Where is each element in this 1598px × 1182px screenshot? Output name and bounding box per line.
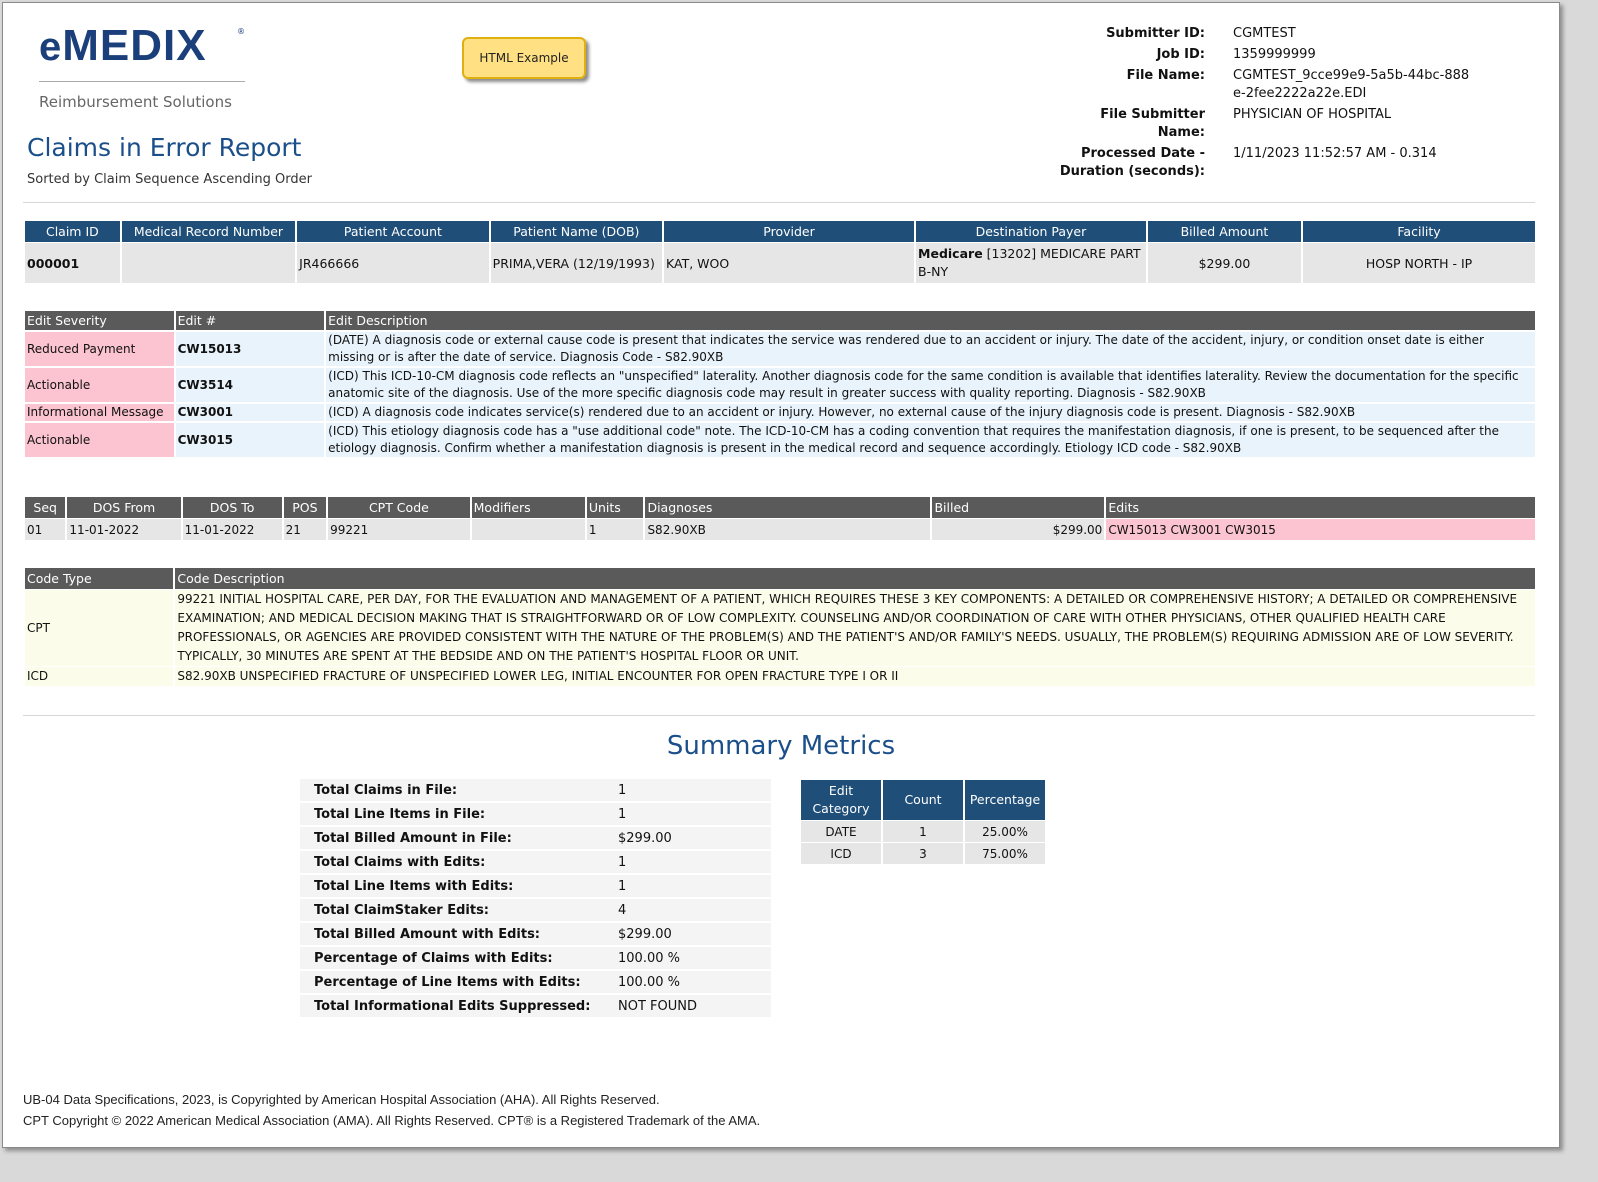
- category-header-row: [801, 780, 1045, 820]
- metric-value: 1: [616, 851, 771, 873]
- info-label: File Name:: [1126, 68, 1205, 83]
- col-header: Diagnoses: [645, 497, 930, 518]
- logo-wordmark: eMEDIX: [39, 21, 207, 70]
- table-row: [25, 421, 1535, 457]
- metric-value: 4: [616, 899, 771, 921]
- line-seq: 01: [25, 518, 65, 540]
- col-header: Units: [587, 497, 644, 518]
- dos-to: 11-01-2022: [183, 518, 282, 540]
- edit-severity: Reduced Payment: [25, 330, 174, 366]
- col-header: Billed: [932, 497, 1104, 518]
- metric-value: $299.00: [616, 923, 771, 945]
- edit-category-table: [799, 779, 1047, 865]
- metric-label: Total Claims with Edits:: [300, 851, 616, 873]
- col-header: Edit Description: [326, 311, 1535, 330]
- table-row: [25, 666, 1535, 686]
- table-row: [25, 242, 1535, 283]
- claim-id: 000001: [25, 242, 120, 283]
- dos-from: 11-01-2022: [67, 518, 180, 540]
- registered-mark: ®: [237, 27, 245, 36]
- edit-number: CW3514: [176, 366, 325, 402]
- col-header: Code Description: [175, 568, 1535, 589]
- col-header: Percentage: [965, 780, 1045, 820]
- cpt-code: 99221: [328, 518, 470, 540]
- info-value: 1359999999: [1233, 47, 1316, 62]
- footer-line: UB-04 Data Specifications, 2023, is Copyrighted by American Hospital Association (AHA). All Rights Reserved.: [23, 1092, 660, 1107]
- code-description: 99221 INITIAL HOSPITAL CARE, PER DAY, FOR THE EVALUATION AND MANAGEMENT OF A PATIENT, WHICH REQUIRES THESE 3 KEY COMPONENTS: A DETAILED OR COMPREHENSIVE HISTORY; A DETAILED OR COMPREHENSIVE EXAMINATION; AND MEDICAL DECISION MAKING THAT IS STRAIGHTFORWARD OR OF LOW COMPLEXITY. COUNSELING AND/OR COORDINATION OF CARE WITH OTHER PHYSICIANS, OTHER QUALIFIED HEALTH CARE PROFESSIONALS, OR AGENCIES ARE PROVIDED CONSISTENT WITH THE NATURE OF THE PROBLEM(S) AND THE PATIENT'S AND/OR FAMILY'S NEEDS. USUALLY, THE PROBLEM(S) REQUIRING ADMISSION ARE OF LOW SEVERITY. TYPICALLY, 30 MINUTES ARE SPENT AT THE BEDSIDE AND ON THE PATIENT'S HOSPITAL FLOOR OR UNIT.: [175, 589, 1535, 666]
- info-value: CGMTEST_9cce99e9-5a5b-44bc-888e-2fee2222a22e.EDI: [1233, 68, 1470, 101]
- metric-label: Total Informational Edits Suppressed:: [300, 995, 616, 1017]
- edit-category: DATE: [801, 821, 881, 842]
- col-header: Claim ID: [25, 221, 120, 242]
- summary-title: Summary Metrics: [666, 731, 896, 761]
- summary-metrics-table: [300, 777, 771, 1019]
- line-header-row: [25, 497, 1535, 518]
- html-example-button[interactable]: HTML Example: [462, 37, 586, 79]
- patient-name: PRIMA,VERA (12/19/1993): [491, 242, 662, 283]
- report-title: Claims in Error Report: [27, 133, 302, 162]
- edit-description: (ICD) A diagnosis code indicates service(s) rendered due to an accident or injury. However, no external cause of the injury diagnosis code is present. Diagnosis - S82.90XB: [326, 402, 1535, 421]
- edit-number: CW15013: [176, 330, 325, 366]
- table-row: [25, 330, 1535, 366]
- metric-value: 100.00 %: [616, 947, 771, 969]
- facility: HOSP NORTH - IP: [1303, 242, 1535, 283]
- line-item-table: [23, 497, 1537, 540]
- provider: KAT, WOO: [664, 242, 914, 283]
- edit-severity: Actionable: [25, 366, 174, 402]
- col-header: Provider: [664, 221, 914, 242]
- table-row: [25, 589, 1535, 666]
- submission-info: [1043, 25, 1483, 184]
- info-label: Processed Date - Duration (seconds):: [1059, 146, 1205, 179]
- info-label: Job ID:: [1156, 47, 1205, 62]
- edit-header-row: [25, 311, 1535, 330]
- destination-payer: [916, 242, 1146, 283]
- metric-row: [300, 851, 771, 873]
- pos: 21: [284, 518, 326, 540]
- info-value: 1/11/2023 11:52:57 AM - 0.314: [1233, 146, 1437, 161]
- patient-account: JR466666: [297, 242, 489, 283]
- code-type: ICD: [25, 666, 173, 686]
- col-header: Edits: [1106, 497, 1535, 518]
- medical-record-number: [122, 242, 295, 283]
- edit-description: (DATE) A diagnosis code or external cause code is present that indicates the service was rendered due to an accident or injury. The date of the accident, injury, or condition onset date is either missing or is after the date of service. Diagnosis Code - S82.90XB: [326, 330, 1535, 366]
- metric-value: 1: [616, 803, 771, 825]
- metric-row: [300, 995, 771, 1017]
- line-edits: CW15013 CW3001 CW3015: [1106, 518, 1535, 540]
- metric-label: Total ClaimStaker Edits:: [300, 899, 616, 921]
- line-billed: $299.00: [932, 518, 1104, 540]
- category-count: 3: [883, 843, 963, 864]
- logo-divider: [39, 81, 245, 82]
- edit-severity: Informational Message: [25, 402, 174, 421]
- info-label: File Submitter Name:: [1100, 107, 1205, 140]
- metric-row: [300, 971, 771, 993]
- col-header: Facility: [1303, 221, 1535, 242]
- col-header: Edit Severity: [25, 311, 174, 330]
- metric-label: Percentage of Claims with Edits:: [300, 947, 616, 969]
- report-page: [2, 2, 1560, 1148]
- table-row: [25, 366, 1535, 402]
- metric-row: [300, 803, 771, 825]
- metric-label: Total Claims in File:: [300, 779, 616, 801]
- metric-row: [300, 899, 771, 921]
- metric-label: Total Billed Amount with Edits:: [300, 923, 616, 945]
- col-header: Billed Amount: [1148, 221, 1301, 242]
- metric-label: Total Line Items with Edits:: [300, 875, 616, 897]
- col-header: Count: [883, 780, 963, 820]
- info-value: PHYSICIAN OF HOSPITAL: [1233, 107, 1392, 122]
- metric-label: Percentage of Line Items with Edits:: [300, 971, 616, 993]
- col-header: Edit #: [176, 311, 325, 330]
- footer-line: CPT Copyright © 2022 American Medical Association (AMA). All Rights Reserved. CPT® is a Registered Trademark of the AMA.: [23, 1113, 761, 1128]
- info-row-file-submitter: [1043, 106, 1483, 142]
- table-row: [25, 402, 1535, 421]
- category-percentage: 75.00%: [965, 843, 1045, 864]
- metric-row: [300, 875, 771, 897]
- divider: [23, 202, 1535, 203]
- edit-category: ICD: [801, 843, 881, 864]
- edit-number: CW3015: [176, 421, 325, 457]
- code-description: S82.90XB UNSPECIFIED FRACTURE OF UNSPECIFIED LOWER LEG, INITIAL ENCOUNTER FOR OPEN FRACTURE TYPE I OR II: [175, 666, 1535, 686]
- metric-value: 1: [616, 875, 771, 897]
- metric-value: $299.00: [616, 827, 771, 849]
- logo-tagline: Reimbursement Solutions: [39, 93, 232, 111]
- col-header: DOS To: [183, 497, 282, 518]
- info-row-processed-date: [1043, 145, 1483, 181]
- edit-description: (ICD) This etiology diagnosis code has a "use additional code" note. The ICD-10-CM has a coding convention that requires the manifestation diagnosis, if one is present, to be sequenced after the etiology diagnosis. Confirm whether a manifestation diagnosis is present in the medical record and sequence accordingly. Etiology ICD code - S82.90XB: [326, 421, 1535, 457]
- metric-row: [300, 947, 771, 969]
- category-percentage: 25.00%: [965, 821, 1045, 842]
- info-row-job-id: [1043, 46, 1483, 64]
- col-header: Patient Account: [297, 221, 489, 242]
- claim-header-row: [25, 221, 1535, 242]
- metric-row: [300, 779, 771, 801]
- col-header: Edit Category: [801, 780, 881, 820]
- col-header: Seq: [25, 497, 65, 518]
- metric-row: [300, 923, 771, 945]
- col-header: Modifiers: [472, 497, 585, 518]
- col-header: Patient Name (DOB): [491, 221, 662, 242]
- info-label: Submitter ID:: [1106, 26, 1205, 41]
- edit-number: CW3001: [176, 402, 325, 421]
- col-header: POS: [284, 497, 326, 518]
- metric-row: [300, 827, 771, 849]
- col-header: Destination Payer: [916, 221, 1146, 242]
- edit-description: (ICD) This ICD-10-CM diagnosis code reflects an "unspecified" laterality. Another diagnosis code for the same condition is available that identifies laterality. Review the documentation for the specific anatomic site of the diagnosis. Use of the more specific diagnosis code may result in greater success with quality reporting. Diagnosis - S82.90XB: [326, 366, 1535, 402]
- payer-name: Medicare: [918, 246, 983, 261]
- metric-value: NOT FOUND: [616, 995, 771, 1017]
- edit-severity: Actionable: [25, 421, 174, 457]
- table-row: [801, 843, 1045, 864]
- edit-table: [23, 311, 1537, 457]
- metric-label: Total Billed Amount in File:: [300, 827, 616, 849]
- modifiers: [472, 518, 585, 540]
- units: 1: [587, 518, 644, 540]
- claim-table: [23, 221, 1537, 283]
- col-header: Code Type: [25, 568, 173, 589]
- metric-value: 1: [616, 779, 771, 801]
- billed-amount: $299.00: [1148, 242, 1301, 283]
- info-row-submitter-id: [1043, 25, 1483, 43]
- col-header: Medical Record Number: [122, 221, 295, 242]
- code-description-table: [23, 568, 1537, 686]
- diagnoses: S82.90XB: [645, 518, 930, 540]
- col-header: DOS From: [67, 497, 180, 518]
- category-count: 1: [883, 821, 963, 842]
- info-value: CGMTEST: [1233, 26, 1296, 41]
- table-row: [25, 518, 1535, 540]
- code-header-row: [25, 568, 1535, 589]
- table-row: [801, 821, 1045, 842]
- report-subtitle: Sorted by Claim Sequence Ascending Order: [27, 172, 312, 187]
- code-type: CPT: [25, 589, 173, 666]
- info-row-file-name: [1043, 67, 1483, 103]
- copyright-footer: [23, 1089, 760, 1131]
- metric-value: 100.00 %: [616, 971, 771, 993]
- col-header: CPT Code: [328, 497, 470, 518]
- metric-label: Total Line Items in File:: [300, 803, 616, 825]
- emedix-logo: [39, 21, 249, 111]
- payer-detail: [13202] MEDICARE PART B-NY: [918, 246, 1141, 279]
- divider: [23, 715, 1535, 716]
